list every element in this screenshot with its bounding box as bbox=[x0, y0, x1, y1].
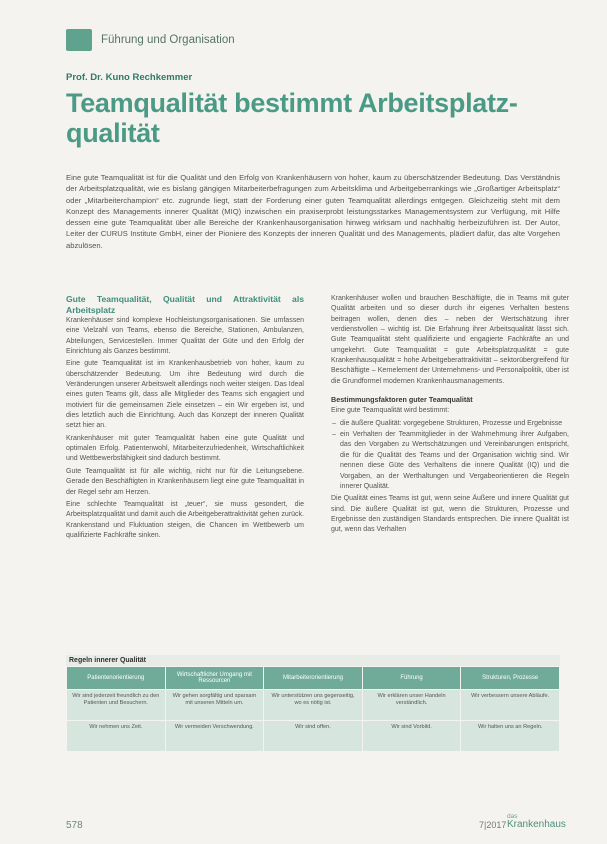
rubric-marker bbox=[66, 29, 92, 51]
body-paragraph: Eine gute Teamqualität wird bestimmt: bbox=[331, 407, 450, 415]
table-title: Regeln innerer Qualität bbox=[66, 655, 560, 666]
subsection-heading: Bestimmungsfaktoren guter Teamqualität bbox=[331, 395, 473, 405]
table-cell: Wir verbessern unsere Abläufe. bbox=[461, 690, 560, 721]
column-header: Mitarbeiterorientierung bbox=[264, 667, 363, 690]
issue-number: 7|2017 bbox=[479, 820, 507, 830]
column-header: Patientenorientierung bbox=[67, 667, 166, 690]
section-heading: Gute Teamqualität, Qualität und Attraktivität als Arbeitsplatz bbox=[66, 294, 304, 315]
table-cell: Wir nehmen uns Zeit. bbox=[67, 721, 166, 752]
table-cell: Wir gehen sorgfältig und sparsam mit unseren Mitteln um. bbox=[165, 690, 264, 721]
table-cell: Wir vermeiden Verschwendung. bbox=[165, 721, 264, 752]
body-paragraph: Gute Teamqualität ist für alle wichtig, nicht nur für die Leitungsebene. Gerade den Beschäftigten in Krankenhäusern liegt eine gute Teamqualität in der Regel sehr am Herzen. bbox=[66, 467, 304, 496]
column-header: Führung bbox=[362, 667, 461, 690]
table-cell: Wir sind offen. bbox=[264, 721, 363, 752]
page-number: 578 bbox=[66, 820, 83, 831]
column-header: Wirtschaftlicher Umgang mit Ressourcen bbox=[165, 667, 264, 690]
article-lead: Eine gute Teamqualität ist für die Qualität und den Erfolg von Krankenhäusern von hoher, kaum zu überschätzender Bedeutung. Das Verständnis der Arbeitsplatzqualität, wie es bislang gängigen Mitarbeiterbefragungen zum Arbeitsklima und Arbeitgeberrankings wie „Großartiger Arbeitsplatz“ oder „Mitarbeiterchampion“ etc. zugrunde liegt, statt der Forderung einer guten Teamqualität allerdings entgegen. Gleichzeitig steht mit dem Konzept des Managements innerer Qualität (MIQ) inzwischen ein praxiserprobt leistungsstarkes Managementsystem zur Verfügung, mit Hilfe dessen eine gute Teamqualität über alle Bereiche der Krankenhausorganisation hinweg wirksam und nachhaltig herbeizuführen ist. Der Autor, Leiter der CURUS Institute GmbH, einer der Pioniere des Konzepts der inneren Qualität und des Managements, plädiert dafür, das alte Vorgehen abzulösen. bbox=[66, 173, 560, 250]
table-cell: Wir erklären unser Handeln verständlich. bbox=[362, 690, 461, 721]
body-paragraph: Krankenhäuser sind komplexe Hochleistungsorganisationen. Sie umfassen eine Vielzahl von Teams, ebenso die Bereiche, Stationen, Ambulanzen, Abteilungen, Servicestellen. Immer Qualität der Güte und den Erfolg der Einrichtung als Ganzes bestimmt. bbox=[66, 317, 304, 356]
body-paragraph: Krankenhäuser mit guter Teamqualität haben eine gute Qualität und optimalen Erfolg. Patientenwohl, Mitarbeiterzufriedenheit, Wirtschaftlichkeit und Wettbewerbsfähigkeit sind dadurch bestimmt. bbox=[66, 434, 304, 463]
body-paragraph: Krankenhäuser wollen und brauchen Beschäftigte, die in Teams mit guter Qualität arbeiten und so dieser durch ihr eigenes Verhalten bestens beitragen wollen, denen dies – neben der Wertschätzung ihrer verdienstvollen – wichtig ist. Die Erfahrung ihrer Arbeitsqualität lässt sich. Gute Teamqualität steht qualifizierte und engagierte Fachkräfte an und umgekehrt. Gute Teamqualität = gute Arbeitsplatzqualität = gute Krankenhausqualität = hohe Arbeitgeberattraktivität – sektorübergreifend für Beschäftigte – Kernelement der Unternehmens- und Personalpolitik, über ist die Grundformel modernen Krankenhausmanagements. bbox=[331, 295, 569, 385]
page-footer bbox=[66, 813, 566, 834]
body-paragraph: Eine gute Teamqualität ist im Krankenhausbetrieb von hoher, kaum zu überschätzender Bedeutung. Um ihre Bedeutung wird durch die Veränderungen unserer Arbeitswelt allerdings noch weiter steigen. Das Ideal eines guten Teams gilt, dass alle Mitglieder des Teams sich engagiert und motiviert für die gemeinsamen Ziele einsetzen – ein Wir ergeben ist, und dies letztlich auch die Einrichtung. Auch das Konzept der inneren Qualität setzt hier an. bbox=[66, 360, 304, 430]
factor-list bbox=[331, 419, 569, 492]
section-rubric bbox=[66, 29, 235, 51]
author-name: Prof. Dr. Kuno Rechkemmer bbox=[66, 72, 193, 83]
table-cell: Wir unterstützen uns gegenseitig, wo es nötig ist. bbox=[264, 690, 363, 721]
right-column bbox=[331, 294, 569, 538]
table-cell: Wir sind Vorbild. bbox=[362, 721, 461, 752]
table-row bbox=[67, 690, 560, 721]
rules-table bbox=[66, 666, 560, 752]
logo-prefix: das bbox=[507, 813, 518, 820]
body-paragraph: Eine schlechte Teamqualität ist „teuer“, sie muss gesondert, die Arbeitsplatzqualität und damit auch die Arbeitgeberattraktivität gehen zurück. Krankenstand und Fluktuation steigen, die Chancen im Wettbewerb um qualifizierte Fachkräfte sinken. bbox=[66, 500, 304, 539]
list-item: – die äußere Qualität: vorgegebene Strukturen, Prozesse und Ergebnisse bbox=[340, 419, 569, 429]
table-cell: Wir sind jederzeit freundlich zu den Patienten und Besuchern. bbox=[67, 690, 166, 721]
table-row bbox=[67, 721, 560, 752]
left-column bbox=[66, 294, 304, 543]
table-header-row bbox=[67, 667, 560, 690]
rubric-label: Führung und Organisation bbox=[101, 34, 235, 46]
column-header: Strukturen, Prozesse bbox=[461, 667, 560, 690]
logo-title: Krankenhaus bbox=[507, 819, 566, 830]
table-cell: Wir halten uns an Regeln. bbox=[461, 721, 560, 752]
list-item: – ein Verhalten der Teammitglieder in der Wahrnehmung ihrer Aufgaben, das den Vorgaben zu Wertschätzungen und Vereinbarungen entspricht, die für die Qualität des Teams und der Organisation wichtig sind. Wir nennen diese Güte des Verhaltens die innere Qualität (IQ) und die Vorgaben, an der Werthaltungen und Vergabeorientieren die Regeln innerer Qualität. bbox=[340, 430, 569, 492]
magazine-logo bbox=[507, 813, 566, 829]
body-paragraph: Die Qualität eines Teams ist gut, wenn seine Äußere und innere Qualität gut sind. Die äußere Qualität ist gut, wenn die Strukturen, Prozesse und Ergebnisse den zuständigen Standards entsprechen. Die innere Qualität ist gut, wenn das Verhalten bbox=[331, 495, 569, 534]
rules-table-block bbox=[66, 655, 560, 752]
article-title: Teamqualität bestimmt Arbeitsplatz-qualität bbox=[66, 88, 518, 148]
